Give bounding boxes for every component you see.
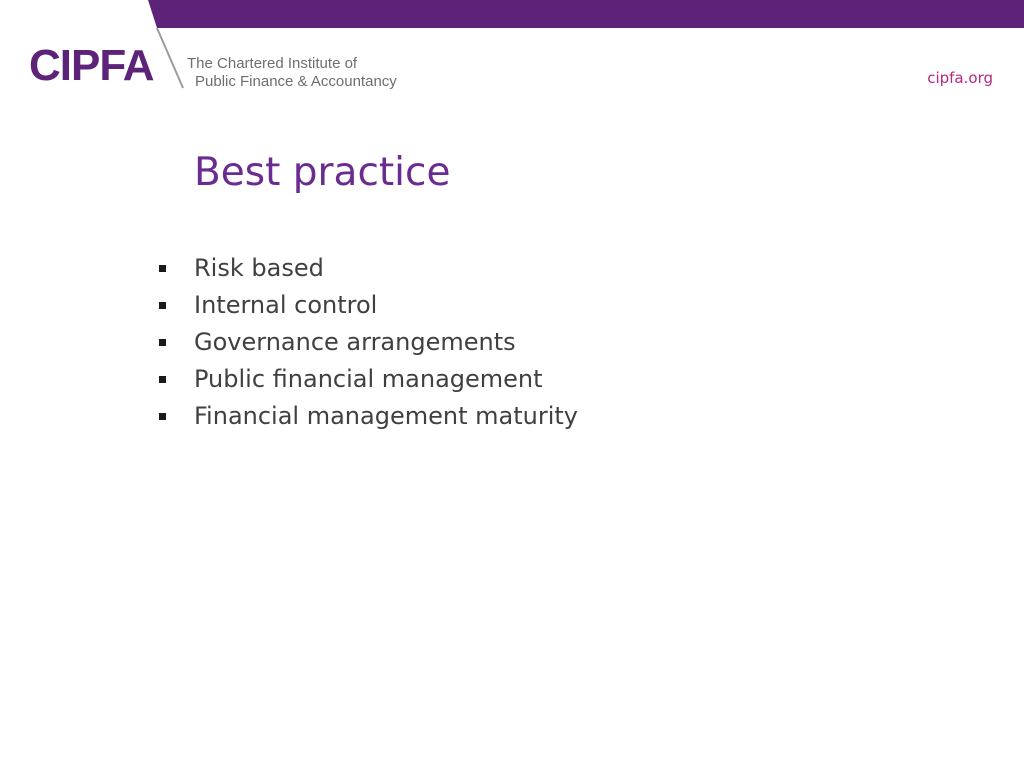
slide-title: Best practice: [194, 150, 451, 195]
bullet-text: Financial management maturity: [194, 402, 578, 430]
bullet-text: Governance arrangements: [194, 328, 516, 356]
square-bullet-icon: [154, 398, 170, 435]
logo-subtitle-line1: The Chartered Institute of: [187, 55, 358, 72]
bullet-item: [154, 287, 578, 324]
square-bullet-icon: [154, 324, 170, 361]
square-bullet-icon: [154, 287, 170, 324]
bullet-item: [154, 398, 578, 435]
bullet-text: Internal control: [194, 291, 378, 319]
bullet-item: [154, 324, 578, 361]
website-link[interactable]: cipfa.org: [927, 69, 993, 87]
logo-subtitle-line2: Public Finance & Accountancy: [195, 73, 397, 90]
bullet-list: [154, 250, 578, 435]
header-band-shape: [148, 0, 1024, 28]
bullet-text: Public financial management: [194, 365, 543, 393]
logo-divider-line: [157, 28, 183, 88]
logo-wordmark: CIPFA: [29, 41, 154, 90]
bullet-text: Risk based: [194, 254, 324, 282]
bullet-item: [154, 361, 578, 398]
square-bullet-icon: [154, 250, 170, 287]
square-bullet-icon: [154, 361, 170, 398]
bullet-item: [154, 250, 578, 287]
logo-subtitle: [187, 55, 397, 91]
